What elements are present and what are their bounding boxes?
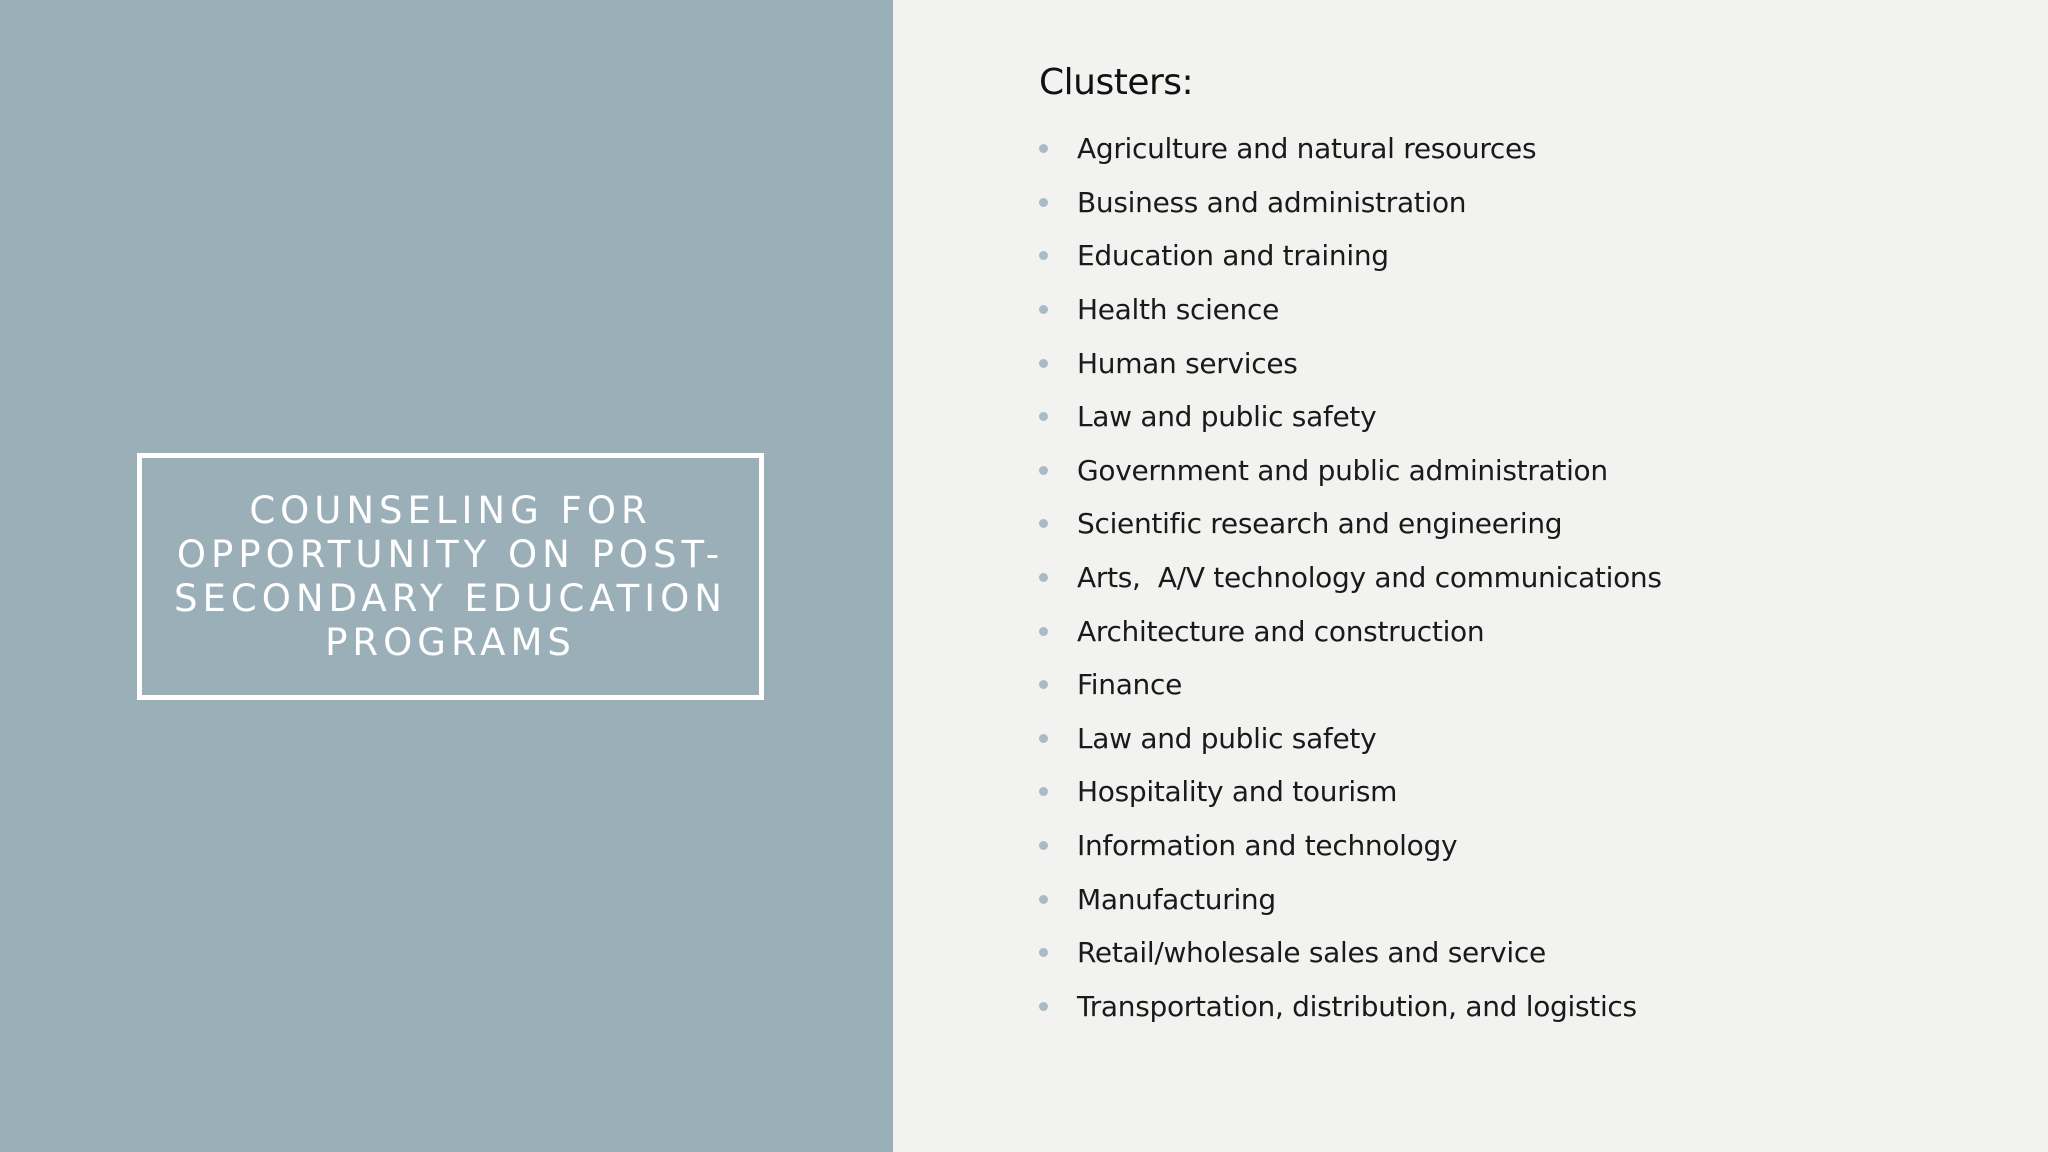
cluster-label: Retail/wholesale sales and service	[1077, 936, 1546, 970]
cluster-item	[1039, 390, 1662, 444]
bullet-icon	[1039, 412, 1048, 421]
bullet-icon	[1039, 1002, 1048, 1011]
cluster-item	[1039, 712, 1662, 766]
bullet-icon	[1039, 144, 1048, 153]
cluster-label: Transportation, distribution, and logistics	[1077, 989, 1637, 1023]
cluster-item	[1039, 551, 1662, 605]
bullet-icon	[1039, 948, 1048, 957]
cluster-item	[1039, 926, 1662, 980]
bullet-icon	[1039, 359, 1048, 368]
cluster-item	[1039, 658, 1662, 712]
bullet-icon	[1039, 519, 1048, 528]
cluster-item	[1039, 819, 1662, 873]
cluster-item	[1039, 229, 1662, 283]
bullet-icon	[1039, 787, 1048, 796]
cluster-label: Manufacturing	[1077, 882, 1276, 916]
cluster-item	[1039, 176, 1662, 230]
bullet-icon	[1039, 680, 1048, 689]
bullet-icon	[1039, 627, 1048, 636]
title-frame	[137, 453, 764, 700]
bullet-icon	[1039, 198, 1048, 207]
cluster-label: Law and public safety	[1077, 721, 1377, 755]
clusters-heading: Clusters:	[1039, 62, 1194, 103]
cluster-item	[1039, 604, 1662, 658]
cluster-item	[1039, 765, 1662, 819]
cluster-item	[1039, 980, 1662, 1034]
cluster-item	[1039, 497, 1662, 551]
cluster-label: Education and training	[1077, 239, 1389, 273]
cluster-item	[1039, 872, 1662, 926]
cluster-label: Law and public safety	[1077, 400, 1377, 434]
cluster-label: Agriculture and natural resources	[1077, 132, 1537, 166]
cluster-label: Human services	[1077, 346, 1298, 380]
bullet-icon	[1039, 466, 1048, 475]
cluster-label: Business and administration	[1077, 185, 1467, 219]
cluster-item	[1039, 444, 1662, 498]
bullet-icon	[1039, 895, 1048, 904]
cluster-label: Hospitality and tourism	[1077, 775, 1398, 809]
cluster-label: Scientific research and engineering	[1077, 507, 1563, 541]
cluster-item	[1039, 122, 1662, 176]
cluster-label: Government and public administration	[1077, 453, 1608, 487]
cluster-label: Arts, A/V technology and communications	[1077, 561, 1662, 595]
cluster-label: Information and technology	[1077, 829, 1458, 863]
bullet-icon	[1039, 251, 1048, 260]
cluster-list	[1039, 122, 1662, 1033]
cluster-label: Finance	[1077, 668, 1183, 702]
content-panel	[893, 0, 2048, 1152]
bullet-icon	[1039, 305, 1048, 314]
cluster-item	[1039, 336, 1662, 390]
bullet-icon	[1039, 841, 1048, 850]
cluster-label: Architecture and construction	[1077, 614, 1485, 648]
bullet-icon	[1039, 734, 1048, 743]
bullet-icon	[1039, 573, 1048, 582]
cluster-item	[1039, 283, 1662, 337]
cluster-label: Health science	[1077, 293, 1279, 327]
title-panel	[0, 0, 893, 1152]
slide-title: COUNSELING FOR OPPORTUNITY ON POST-SECONDARY EDUCATION PROGRAMS	[174, 488, 727, 664]
